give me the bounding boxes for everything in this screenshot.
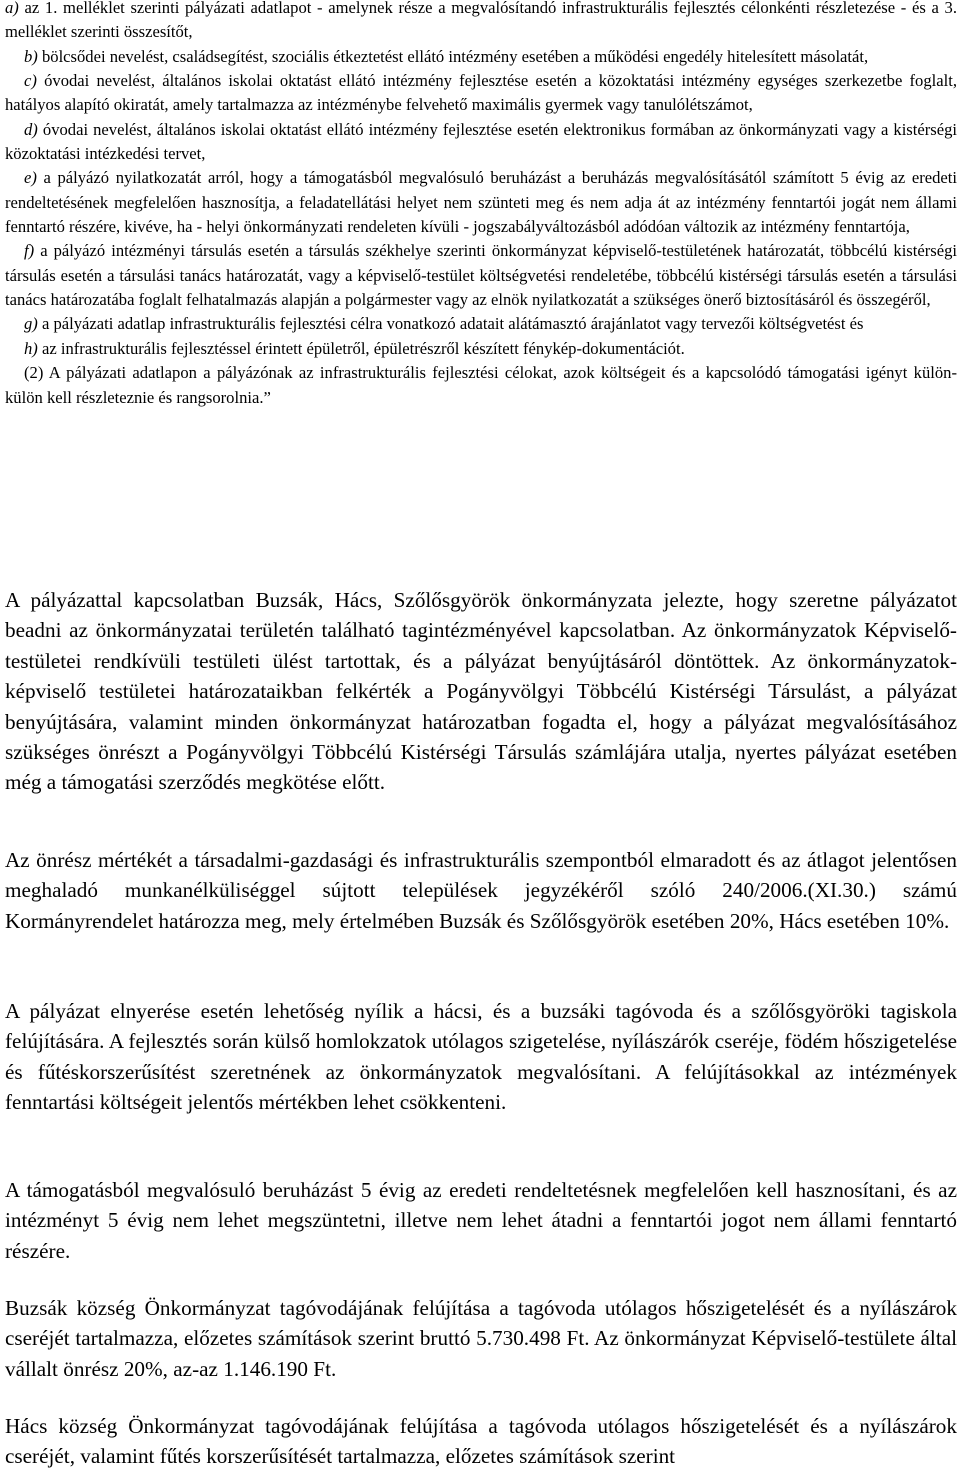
list-item-f: [5, 239, 957, 312]
body-paragraph-4: A támogatásból megvalósuló beruházást 5 évig az eredeti rendeltetésnek megfelelően kell hasznosítani, és az intézményt 5 évig nem lehet megszüntetni, illetve nem lehet átadni a fenntartói jogot nem állami fenntartó részére.: [5, 1178, 957, 1263]
list-item-label: a): [5, 0, 19, 17]
body-paragraph-5: Buzsák község Önkormányzat tagóvodájának felújítása a tagóvoda utólagos hőszigetelését és a nyílászárok cseréjét tartalmazza, előzetes számítások szerint bruttó 5.730.498 Ft. Az önkormányzat Képviselő-testülete által vállalt önrész 20%, az-az 1.146.190 Ft.: [5, 1296, 957, 1381]
body-paragraph-3: A pályázat elnyerése esetén lehetőség nyílik a hácsi, és a buzsáki tagóvoda és a szőlősgyöröki tagiskola felújítására. A fejlesztés során külső homlokzatok utólagos szigetelése, nyílászárók cseréje, födém hőszigetelése és fűtéskorszerűsítést szeretnének az önkormányzatok megvalósítani. A felújításokkal az intézmények fenntartási költségeit jelentős mértékben lehet csökkenteni.: [5, 999, 957, 1115]
list-item-text: a pályázó intézményi társulás esetén a társulás székhelye szerinti önkormányzat képviselő-testületének határozatát, többcélú kistérségi társulás esetén a társulási tanács határozatát, vagy a képviselő-testület költségvetési rendeletébe, többcélú kistérségi társulás esetén a társulási tanács határozatába foglalt felhatalmazás alapján a polgármester vagy az elnök nyilatkozatát a szükséges önerő biztosításáról és összegéről,: [5, 241, 957, 310]
list-item-text: az infrastrukturális fejlesztéssel érintett épületről, épületrészről készített fénykép-dokumentációt.: [37, 338, 685, 358]
list-item-label: f): [24, 241, 35, 261]
list-item-text: óvodai nevelést, általános iskolai oktatást ellátó intézmény fejlesztése esetén a közoktatási intézmény egységes szerkezetbe foglalt, hatályos alapító okiratát, amely tartalmazza az intézménybe felvehető maximális gyermek vagy tanulólétszámot,: [5, 71, 957, 115]
list-item-h: [5, 337, 957, 361]
body-paragraph-2: Az önrész mértékét a társadalmi-gazdasági és infrastrukturális szempontból elmaradott és az átlagot jelentősen meghaladó munkanélküliséggel sújtott települések jegyzékéről szóló 240/2006.(XI.30.) számú Kormányrendelet határozza meg, mely értelmében Buzsák és Szőlősgyörök esetében 20%, Hács esetében 10%.: [5, 848, 957, 933]
body-paragraph-1: A pályázattal kapcsolatban Buzsák, Hács, Szőlősgyörök önkormányzata jelezte, hogy szeretne pályázatot beadni az önkormányzatai területén található tagintézményével kapcsolatban. Az önkormányzatok Képviselő-testületei rendkívüli testületi ülést tartottak, és a pályázat benyújtásáról döntöttek. Az önkormányzatok-képviselő testületei határozataikban felkérték a Pogányvölgyi Többcélú Kistérségi Társulást, a pályázat benyújtására, valamint minden önkormányzat határozatban fogadta el, hogy a pályázat megvalósításához szükséges önrészt a Pogányvölgyi Többcélú Kistérségi Társulás számlájára utalja, nyertes pályázat esetében még a támogatási szerződés megkötése előtt.: [5, 588, 957, 795]
list-item-d: [5, 118, 957, 167]
list-item-a: [5, 0, 957, 45]
list-item-label: b): [24, 46, 38, 66]
list-item-text: a pályázati adatlap infrastrukturális fejlesztési célra vonatkozó adatait alátámasztó árajánlatot vagy tervezői költségvetést és: [37, 314, 864, 334]
list-item-text: az 1. melléklet szerinti pályázati adatlapot - amelynek része a megvalósítandó infrastrukturális fejlesztés célonkénti részletezése - és a 3. melléklet szerinti összesítőt,: [5, 0, 957, 42]
list-item-label: c): [24, 71, 37, 91]
list-item-text: bölcsődei nevelést, családsegítést, szociális étkeztetést ellátó intézmény esetében a működési engedély hitelesített másolatát,: [37, 46, 869, 66]
quoted-paragraph-2: (2) A pályázati adatlapon a pályázónak az infrastrukturális fejlesztési célokat, azok költségeit és a kapcsolódó támogatási igényt külön-külön kell részleteznie és rangsorolnia.”: [5, 363, 957, 407]
list-item-b: [5, 45, 957, 69]
body-paragraph-6: Hács község Önkormányzat tagóvodájának felújítása a tagóvoda utólagos hőszigetelését és a nyílászárok cseréjét, valamint fűtés korszerűsítését tartalmazza, előzetes számítások szerint: [5, 1414, 957, 1469]
list-item-text: óvodai nevelést, általános iskolai oktatást ellátó intézmény fejlesztése esetén elektronikus formában az önkormányzati vagy a kistérségi közoktatási intézkedési tervet,: [5, 119, 957, 164]
list-item-e: [5, 166, 957, 239]
list-item-label: h): [24, 338, 38, 358]
list-item-label: g): [24, 314, 38, 334]
list-item-text: a pályázó nyilatkozatát arról, hogy a támogatásból megvalósuló beruházást a beruházás megvalósításától számított 5 évig az eredeti rendeltetésének megfelelően hasznosítja, a feladatellátási helyet nem szünteti meg és nem adja át az intézmény fenntartói jogát nem állami fenntartó részére, kivéve, ha - helyi önkormányzati rendeleten kívüli - jogszabályváltozásból adódóan változik az intézmény fenntartója,: [5, 168, 957, 237]
list-item-label: e): [24, 168, 37, 188]
list-item-g: [5, 312, 957, 336]
list-item-c: [5, 69, 957, 118]
quoted-regulation-list: [5, 0, 957, 410]
list-item-label: d): [24, 119, 38, 139]
